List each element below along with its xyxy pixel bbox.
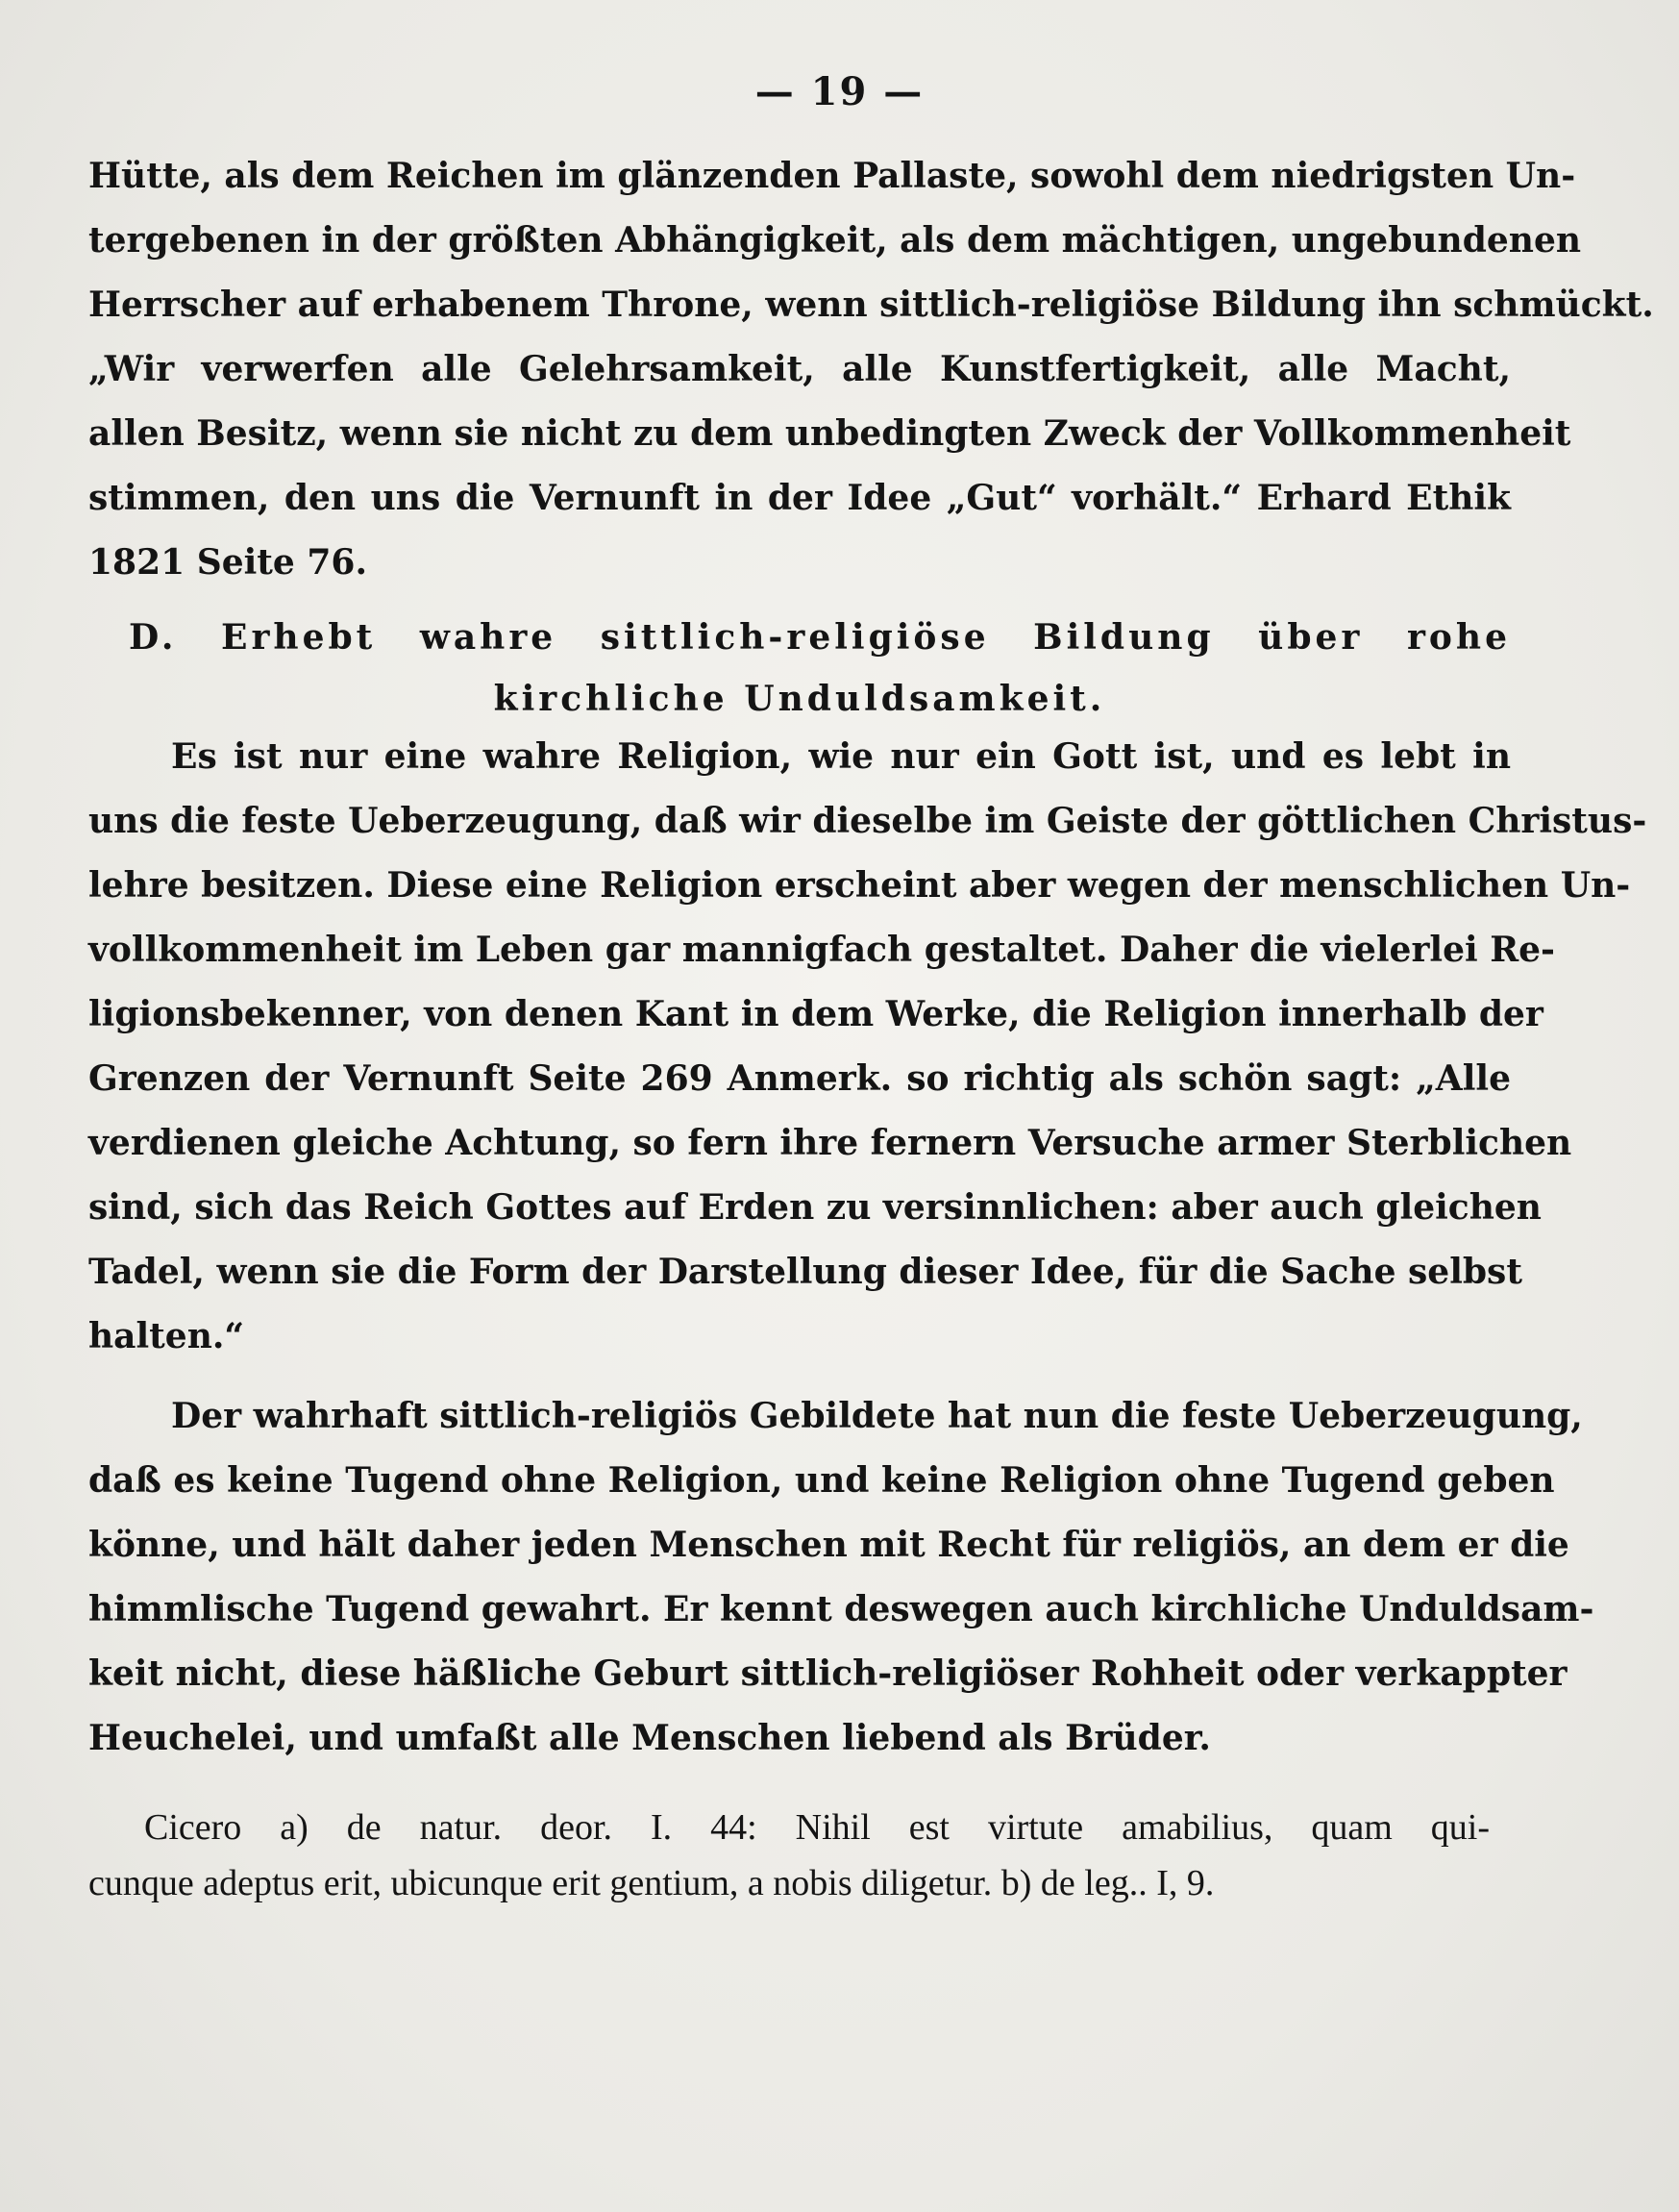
paragraph-3 xyxy=(88,1384,1594,1771)
text-line: könne, und hält daher jeden Menschen mit Recht für religiös, an dem er die xyxy=(88,1525,1569,1565)
text-line: halten.“ xyxy=(88,1316,245,1356)
section-heading xyxy=(88,606,1511,728)
text-line: keit nicht, diese häßliche Geburt sittlich-religiöser Rohheit oder verkappter xyxy=(88,1653,1568,1694)
text-line: daß es keine Tugend ohne Religion, und keine Religion ohne Tugend geben xyxy=(88,1460,1555,1501)
text-line: verdienen gleiche Achtung, so fern ihre fernern Versuche armer Sterblichen xyxy=(88,1123,1572,1163)
text-line: uns die feste Ueberzeugung, daß wir dieselbe im Geiste der göttlichen Christus- xyxy=(88,801,1647,841)
text-line: stimmen, den uns die Vernunft in der Idee „Gut“ vorhält.“ Erhard Ethik xyxy=(88,478,1511,518)
text-line: Heuchelei, und umfaßt alle Menschen liebend als Brüder. xyxy=(88,1718,1211,1758)
heading-line: D. Erhebt wahre sittlich-religiöse Bildung über rohe xyxy=(129,617,1511,658)
text-line: lehre besitzen. Diese eine Religion erscheint aber wegen der menschlichen Un- xyxy=(88,865,1631,906)
paragraph-1 xyxy=(88,144,1654,595)
page-number: — 19 — xyxy=(754,69,925,114)
text-line: sind, sich das Reich Gottes auf Erden zu versinnlichen: aber auch gleichen xyxy=(88,1187,1542,1228)
paragraph-2 xyxy=(88,725,1647,1369)
text-line: ligionsbekenner, von denen Kant in dem Werke, die Religion innerhalb der xyxy=(88,994,1543,1034)
text-line: „Wir verwerfen alle Gelehrsamkeit, alle Kunstfertigkeit, alle Macht, xyxy=(88,349,1511,389)
text-line: allen Besitz, wenn sie nicht zu dem unbedingten Zweck der Vollkommenheit xyxy=(88,413,1571,454)
footnote xyxy=(88,1800,1490,1911)
text-line: Herrscher auf erhabenem Throne, wenn sittlich-religiöse Bildung ihn schmückt. xyxy=(88,285,1654,325)
text-line: Es ist nur eine wahre Religion, wie nur ein Gott ist, und es lebt in xyxy=(171,736,1511,777)
text-line: Der wahrhaft sittlich-religiös Gebildete hat nun die feste Ueberzeugung, xyxy=(171,1396,1583,1436)
text-line: 1821 Seite 76. xyxy=(88,542,368,583)
text-line: himmlische Tugend gewahrt. Er kennt deswegen auch kirchliche Unduldsam- xyxy=(88,1589,1594,1629)
text-line: Tadel, wenn sie die Form der Darstellung dieser Idee, für die Sache selbst xyxy=(88,1252,1522,1292)
text-line: Grenzen der Vernunft Seite 269 Anmerk. so richtig als schön sagt: „Alle xyxy=(88,1058,1511,1099)
text-line: Hütte, als dem Reichen im glänzenden Pallaste, sowohl dem niedrigsten Un- xyxy=(88,156,1576,196)
footnote-line: cunque adeptus erit, ubicunque erit gentium, a nobis diligetur. b) de leg.. I, 9. xyxy=(88,1863,1215,1903)
text-line: tergebenen in der größten Abhängigkeit, als dem mächtigen, ungebundenen xyxy=(88,220,1582,261)
text-line: vollkommenheit im Leben gar mannigfach gestaltet. Daher die vielerlei Re- xyxy=(88,930,1555,970)
footnote-line: Cicero a) de natur. deor. I. 44: Nihil est virtute amabilius, quam qui- xyxy=(144,1807,1490,1848)
heading-line: kirchliche Unduldsamkeit. xyxy=(493,679,1106,719)
